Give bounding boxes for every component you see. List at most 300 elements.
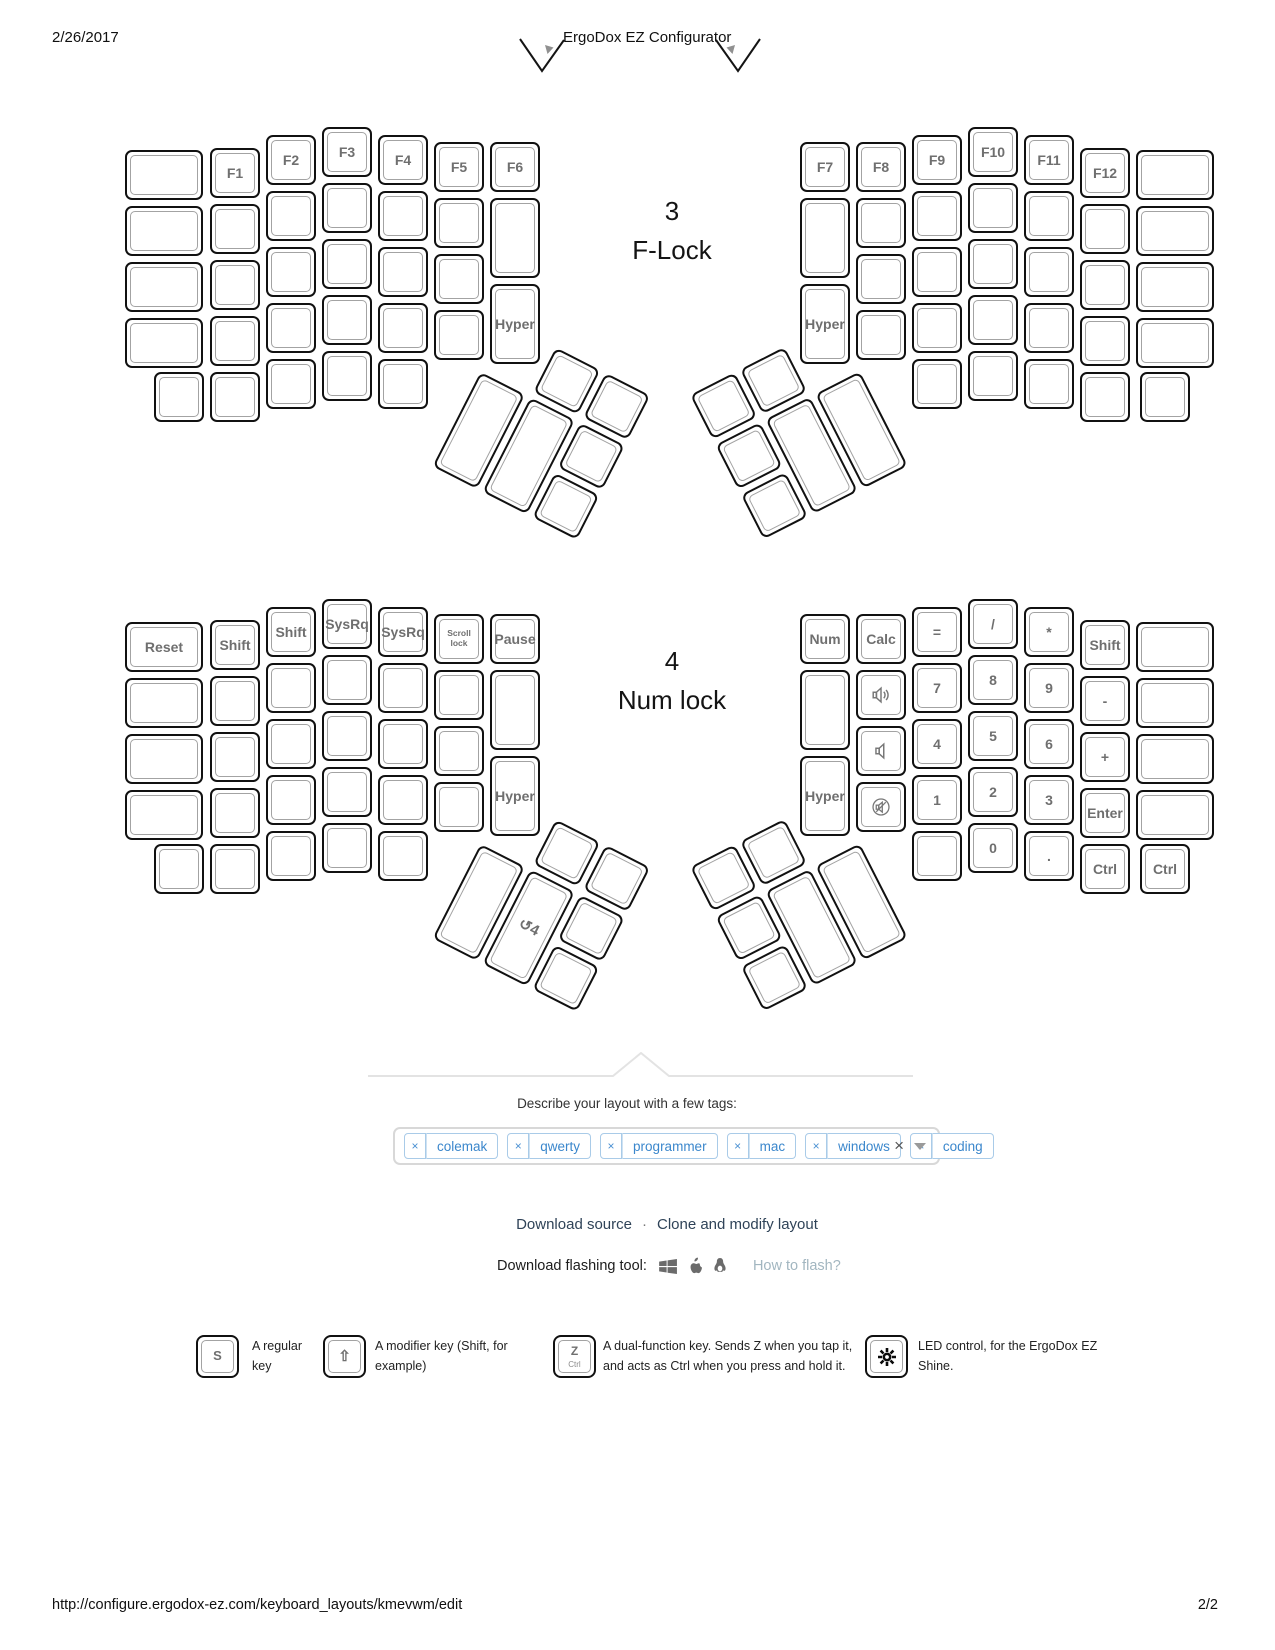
key-ctrl[interactable] — [1140, 844, 1190, 894]
key-blank[interactable] — [322, 183, 372, 233]
keycap: F6 — [495, 147, 535, 187]
key-blank[interactable] — [266, 303, 316, 353]
keycap: F4 — [383, 140, 423, 180]
key-scroll-lock[interactable] — [434, 614, 484, 664]
tags-input-box[interactable] — [393, 1127, 983, 1165]
key-blank[interactable] — [968, 239, 1018, 289]
keycap — [861, 203, 901, 243]
layer-name: Num lock — [617, 685, 727, 715]
keycap: S — [201, 1340, 234, 1373]
key-f5[interactable] — [434, 142, 484, 192]
platform-icons — [659, 1257, 737, 1275]
key-vol-up-icon[interactable] — [856, 670, 906, 720]
key-5[interactable] — [968, 711, 1018, 761]
keycap — [861, 675, 901, 715]
keycap: Hyper — [805, 289, 845, 359]
key-blank[interactable] — [322, 767, 372, 817]
key-blank[interactable] — [1024, 831, 1074, 881]
key-blank[interactable] — [434, 198, 484, 248]
layer-name: F-Lock — [632, 235, 712, 265]
key-f12[interactable] — [1080, 148, 1130, 198]
keycap — [917, 252, 957, 292]
key-1[interactable] — [912, 775, 962, 825]
tag-list — [404, 1133, 1003, 1159]
flashing-tool-row — [497, 1257, 841, 1275]
keycap — [327, 660, 367, 700]
key-calc[interactable] — [856, 614, 906, 664]
key-blank[interactable] — [1080, 676, 1130, 726]
tag-chip-programmer[interactable] — [600, 1133, 718, 1159]
key-shift[interactable] — [266, 607, 316, 657]
key-blank[interactable] — [968, 295, 1018, 345]
keycap — [383, 196, 423, 236]
key-blank[interactable] — [266, 247, 316, 297]
key-blank[interactable] — [266, 359, 316, 409]
keycap — [697, 379, 751, 433]
keycap — [1141, 627, 1209, 667]
keycap — [215, 681, 255, 721]
print-date: 2/26/2017 — [52, 29, 119, 46]
keycap — [917, 196, 957, 236]
key-blank[interactable] — [378, 663, 428, 713]
key-blank[interactable] — [210, 732, 260, 782]
layer-number: 4 — [664, 646, 680, 676]
key-blank[interactable] — [968, 351, 1018, 401]
key-blank[interactable] — [210, 260, 260, 310]
key-blank[interactable] — [378, 247, 428, 297]
keycap: Ctrl — [1145, 849, 1185, 889]
keycap — [1085, 321, 1125, 361]
key-ctrl[interactable] — [1080, 844, 1130, 894]
legend-text-3: A dual-function key. Sends Z when you tap it, and acts as Ctrl when you press and hold it. — [603, 1339, 853, 1373]
keycap: 8 — [973, 660, 1013, 700]
keycap — [215, 793, 255, 833]
keycap — [861, 787, 901, 827]
key-blank[interactable] — [434, 670, 484, 720]
legend-key-blank — [323, 1335, 366, 1378]
keycap: 2 — [973, 772, 1013, 812]
key-blank[interactable] — [912, 303, 962, 353]
key-blank[interactable] — [154, 844, 204, 894]
key-blank[interactable] — [1024, 191, 1074, 241]
tags-dropdown-caret-icon[interactable] — [914, 1143, 926, 1150]
keycap — [130, 683, 198, 723]
keycap — [973, 244, 1013, 284]
keycap: 4 — [917, 724, 957, 764]
key-f6[interactable] — [490, 142, 540, 192]
key-blank[interactable] — [210, 316, 260, 366]
keycap: Ctrl — [1085, 849, 1125, 889]
keycap: F7 — [805, 147, 845, 187]
keycap — [215, 321, 255, 361]
keycap — [130, 211, 198, 251]
tag-remove-icon[interactable]: × — [507, 1133, 529, 1159]
key-blank[interactable] — [322, 655, 372, 705]
keycap — [215, 737, 255, 777]
tag-chip-colemak[interactable] — [404, 1133, 498, 1159]
key-blank[interactable] — [266, 775, 316, 825]
key-blank[interactable] — [434, 310, 484, 360]
key-shift[interactable] — [210, 620, 260, 670]
key-blank[interactable] — [322, 295, 372, 345]
footer-page-number: 2/2 — [1197, 1597, 1218, 1613]
key-blank[interactable] — [378, 831, 428, 881]
keycap — [917, 364, 957, 404]
key-blank[interactable] — [800, 198, 850, 278]
keycap — [1029, 196, 1069, 236]
key-blank[interactable] — [322, 711, 372, 761]
how-to-flash-link[interactable]: How to flash? — [752, 1258, 841, 1274]
keycap — [327, 828, 367, 868]
key-blank[interactable] — [210, 844, 260, 894]
keycap — [748, 479, 802, 533]
key-2[interactable] — [968, 767, 1018, 817]
keycap — [748, 951, 802, 1005]
keycap: ⇧ — [328, 1340, 361, 1373]
keycap — [130, 323, 198, 363]
keycap — [722, 429, 776, 483]
keycap — [539, 951, 593, 1005]
key-vol-down-icon[interactable] — [856, 726, 906, 776]
key-blank[interactable] — [154, 372, 204, 422]
keycap: F10 — [973, 132, 1013, 172]
key-blank[interactable] — [1024, 607, 1074, 657]
tag-chip-windows[interactable] — [805, 1133, 901, 1159]
keycap: SysRq — [383, 612, 423, 652]
key-blank[interactable] — [266, 191, 316, 241]
keycap: F8 — [861, 147, 901, 187]
keycap — [439, 675, 479, 715]
keycap: Calc — [861, 619, 901, 659]
keycap — [1141, 795, 1209, 835]
keycap — [159, 377, 199, 417]
key-blank[interactable] — [210, 372, 260, 422]
key-blank[interactable] — [322, 823, 372, 873]
key-3[interactable] — [1024, 775, 1074, 825]
key-blank[interactable] — [912, 359, 962, 409]
windows-icon[interactable] — [659, 1259, 678, 1274]
keycap — [973, 300, 1013, 340]
keycap — [130, 739, 198, 779]
keycap: = — [917, 612, 957, 652]
tag-remove-icon[interactable]: × — [404, 1133, 426, 1159]
keycap — [805, 675, 845, 745]
keycap: * — [1029, 612, 1069, 652]
keycap — [1141, 267, 1209, 307]
keycap — [327, 188, 367, 228]
tag-chip-mac[interactable] — [727, 1133, 797, 1159]
key-blank[interactable] — [856, 310, 906, 360]
keycap — [271, 196, 311, 236]
key-blank[interactable] — [210, 788, 260, 838]
key-blank[interactable] — [210, 204, 260, 254]
key-blank[interactable] — [856, 198, 906, 248]
keycap — [383, 780, 423, 820]
keycap — [271, 364, 311, 404]
keycap — [697, 851, 751, 905]
keycap — [722, 901, 776, 955]
keycap — [861, 731, 901, 771]
key-shift[interactable] — [1080, 620, 1130, 670]
key-blank[interactable] — [1136, 678, 1214, 728]
key-blank[interactable] — [125, 790, 203, 840]
keycap — [1029, 308, 1069, 348]
keycap: 9 — [1029, 668, 1069, 708]
keycap — [1141, 323, 1209, 363]
keycap — [1141, 211, 1209, 251]
key-enter[interactable] — [1080, 788, 1130, 838]
keycap — [1085, 377, 1125, 417]
keycap — [973, 356, 1013, 396]
keycap: Hyper — [805, 761, 845, 831]
keycap: F1 — [215, 153, 255, 193]
keycap: . — [1029, 836, 1069, 876]
keycap: Z Ctrl — [558, 1340, 591, 1373]
key-f2[interactable] — [266, 135, 316, 185]
keycap — [383, 836, 423, 876]
key-blank[interactable] — [1080, 260, 1130, 310]
keycap — [327, 300, 367, 340]
key-8[interactable] — [968, 655, 1018, 705]
keycap: 1 — [917, 780, 957, 820]
keycap — [327, 356, 367, 396]
tag-label: programmer — [622, 1133, 718, 1159]
page-title: ErgoDox EZ Configurator — [563, 29, 732, 46]
keycap: - — [1085, 681, 1125, 721]
keycap — [327, 772, 367, 812]
key-f11[interactable] — [1024, 135, 1074, 185]
keycap — [271, 836, 311, 876]
layer-number: 3 — [664, 196, 680, 226]
key-blank[interactable] — [434, 254, 484, 304]
tag-label: qwerty — [529, 1133, 591, 1159]
keycap — [540, 354, 594, 408]
keycap: Pause — [495, 619, 535, 659]
keycap — [327, 244, 367, 284]
key-mute-icon[interactable] — [856, 782, 906, 832]
key-blank[interactable] — [322, 351, 372, 401]
keycap: 3 — [1029, 780, 1069, 820]
keycap — [917, 308, 957, 348]
key-f7[interactable] — [800, 142, 850, 192]
key-blank[interactable] — [378, 303, 428, 353]
layout-links — [400, 1216, 934, 1233]
key-blank[interactable] — [266, 663, 316, 713]
key-blank[interactable] — [490, 670, 540, 750]
key-sysrq[interactable] — [378, 607, 428, 657]
keycap — [1029, 252, 1069, 292]
keycap — [917, 836, 957, 876]
legend-text-1: A regular key — [252, 1339, 303, 1373]
key-f10[interactable] — [968, 127, 1018, 177]
key-blank[interactable] — [378, 775, 428, 825]
key-blank[interactable] — [1136, 262, 1214, 312]
key-blank[interactable] — [1080, 316, 1130, 366]
key-f9[interactable] — [912, 135, 962, 185]
keycap — [439, 787, 479, 827]
key-blank[interactable] — [1024, 303, 1074, 353]
keycap — [1145, 377, 1185, 417]
key-blank[interactable] — [266, 831, 316, 881]
key-blank[interactable] — [1140, 372, 1190, 422]
link-separator: · — [641, 1216, 647, 1233]
keycap — [215, 849, 255, 889]
keycap: F2 — [271, 140, 311, 180]
keycap: / — [973, 604, 1013, 644]
key-blank[interactable] — [800, 670, 850, 750]
keycap — [271, 308, 311, 348]
key-0[interactable] — [968, 823, 1018, 873]
layer-label-3 — [540, 196, 804, 266]
key-blank[interactable] — [125, 150, 203, 200]
key-f4[interactable] — [378, 135, 428, 185]
keycap — [1141, 683, 1209, 723]
keycap — [383, 252, 423, 292]
tag-label: coding — [932, 1133, 994, 1159]
clone-layout-link[interactable]: Clone and modify layout — [656, 1216, 818, 1233]
key-7[interactable] — [912, 663, 962, 713]
key-blank[interactable] — [912, 191, 962, 241]
tag-remove-icon[interactable]: × — [727, 1133, 749, 1159]
keycap — [271, 252, 311, 292]
keycap: 7 — [917, 668, 957, 708]
keycap: ↺4 — [489, 876, 568, 980]
key-f1[interactable] — [210, 148, 260, 198]
key-blank[interactable] — [490, 198, 540, 278]
tag-label: mac — [749, 1133, 797, 1159]
keycap: Shift — [1085, 625, 1125, 665]
keycap — [383, 308, 423, 348]
key-blank[interactable] — [1136, 206, 1214, 256]
keycap — [383, 724, 423, 764]
key-blank[interactable] — [968, 183, 1018, 233]
key-4[interactable] — [912, 719, 962, 769]
key-blank[interactable] — [1136, 790, 1214, 840]
keycap — [215, 265, 255, 305]
keycap — [861, 315, 901, 355]
key-blank[interactable] — [434, 782, 484, 832]
keycap: + — [1085, 737, 1125, 777]
keycap — [1141, 739, 1209, 779]
keycap: SysRq — [327, 604, 367, 644]
legend-key-s — [196, 1335, 239, 1378]
keycap — [495, 675, 535, 745]
key-blank[interactable] — [1136, 150, 1214, 200]
tag-chip-qwerty[interactable] — [507, 1133, 591, 1159]
key-blank[interactable] — [1136, 734, 1214, 784]
tag-remove-icon[interactable]: × — [805, 1133, 827, 1159]
key-blank[interactable] — [912, 607, 962, 657]
keycap: F11 — [1029, 140, 1069, 180]
key-num[interactable] — [800, 614, 850, 664]
key-blank[interactable] — [1136, 622, 1214, 672]
keycap — [495, 203, 535, 273]
flashing-tool-label: Download flashing tool: — [497, 1258, 647, 1274]
layer-label-4 — [540, 646, 804, 716]
tags-clear-icon[interactable]: × — [894, 1136, 904, 1155]
keycap: Hyper — [495, 761, 535, 831]
tags-prompt: Describe your layout with a few tags: — [517, 1096, 737, 1111]
keycap: Reset — [130, 627, 198, 667]
keycap — [215, 377, 255, 417]
key-blank[interactable] — [968, 599, 1018, 649]
key-blank[interactable] — [1024, 247, 1074, 297]
keycap: Hyper — [495, 289, 535, 359]
keycap — [130, 155, 198, 195]
download-source-link[interactable]: Download source — [516, 1216, 632, 1233]
key-blank[interactable] — [856, 254, 906, 304]
keycap — [130, 795, 198, 835]
key-blank[interactable] — [1080, 204, 1130, 254]
keycap — [973, 188, 1013, 228]
key-blank[interactable] — [1080, 732, 1130, 782]
keycap — [159, 849, 199, 889]
key-blank[interactable] — [125, 318, 203, 368]
keycap — [439, 315, 479, 355]
key-blank[interactable] — [378, 719, 428, 769]
key-blank[interactable] — [912, 247, 962, 297]
keycap — [271, 780, 311, 820]
keycap — [590, 852, 644, 906]
keycap: F3 — [327, 132, 367, 172]
linux-icon[interactable] — [712, 1257, 728, 1275]
keycap — [805, 203, 845, 273]
keycap — [439, 731, 479, 771]
legend-key-led — [865, 1335, 908, 1378]
keycap — [564, 429, 618, 483]
keycap: F9 — [917, 140, 957, 180]
keycap: 5 — [973, 716, 1013, 756]
key-blank[interactable] — [125, 262, 203, 312]
tag-remove-icon[interactable]: × — [910, 1133, 932, 1159]
apple-icon[interactable] — [687, 1257, 703, 1275]
section-divider — [368, 1052, 913, 1083]
keycap — [1029, 364, 1069, 404]
key-blank[interactable] — [912, 831, 962, 881]
key-blank[interactable] — [434, 726, 484, 776]
legend-text-4: LED control, for the ErgoDox EZ Shine. — [918, 1339, 1098, 1373]
key-blank[interactable] — [1136, 318, 1214, 368]
key-blank[interactable] — [1080, 372, 1130, 422]
tag-label: colemak — [426, 1133, 498, 1159]
key-blank[interactable] — [210, 676, 260, 726]
key-blank[interactable] — [1024, 359, 1074, 409]
key-sysrq[interactable] — [322, 599, 372, 649]
keycap — [439, 259, 479, 299]
keycap — [1085, 209, 1125, 249]
keycap — [215, 209, 255, 249]
keycap — [439, 203, 479, 243]
tag-remove-icon[interactable]: × — [600, 1133, 622, 1159]
key-blank[interactable] — [125, 734, 203, 784]
key-reset[interactable] — [125, 622, 203, 672]
keycap: Num — [805, 619, 845, 659]
key-blank[interactable] — [266, 719, 316, 769]
keycap — [271, 668, 311, 708]
key-blank[interactable] — [125, 678, 203, 728]
key-blank[interactable] — [378, 191, 428, 241]
key-blank[interactable] — [125, 206, 203, 256]
key-blank[interactable] — [322, 239, 372, 289]
key-blank[interactable] — [378, 359, 428, 409]
key-pause[interactable] — [490, 614, 540, 664]
key-6[interactable] — [1024, 719, 1074, 769]
keycap: Scroll lock — [439, 619, 479, 659]
key-f3[interactable] — [322, 127, 372, 177]
keycap: Shift — [215, 625, 255, 665]
key-f8[interactable] — [856, 142, 906, 192]
key-9[interactable] — [1024, 663, 1074, 713]
